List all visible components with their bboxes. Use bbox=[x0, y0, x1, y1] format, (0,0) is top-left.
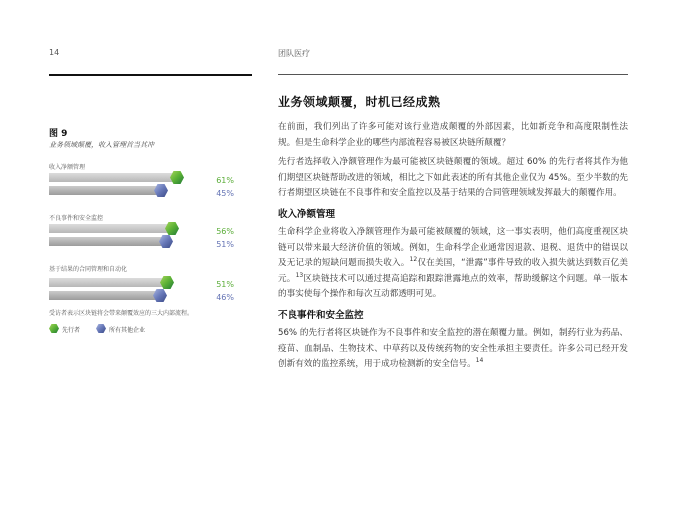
leader-percent: 51% bbox=[216, 280, 234, 289]
paragraph-text: 生命科学企业将收入净额管理作为最可能被颠覆的领域，这一事实表明，他们高度重视区块链可以带来最大经济价值的领域。例如，生命科学企业通常因退款、退税、退货中的错误以及无记录的短缺问题而损失收入。 bbox=[278, 227, 628, 268]
paragraph-text: 区块链技术可以通过提高追踪和跟踪泄露地点的效率，帮助缓解这个问题。单一版本的事实使每个操作和每次互动都透明可见。 bbox=[278, 273, 628, 299]
paragraph: 在前面，我们列出了许多可能对该行业造成颠覆的外部因素，比如新竞争和高度限制性法规。但是生命科学企业的哪些内部流程容易被区块链所颠覆？ bbox=[278, 122, 628, 148]
section-heading: 不良事件和安全监控 bbox=[278, 309, 364, 321]
paragraph-text: 仅在美国，“泄露”事件导致的收入损失就达到数百亿美元。 bbox=[278, 258, 628, 284]
article-body bbox=[278, 120, 628, 377]
paragraph-text: 56% 的先行者将区块链作为不良事件和安全监控的潜在颠覆力量。例如，制药行业为药品、疫苗、血制品、生物技术、中草药以及传统药物的安全性承担主要责任。许多公司已经开发创新有效的监控系统，用于成功检测新的安全信号。 bbox=[278, 328, 628, 369]
category-label: 收入净额管理 bbox=[49, 164, 86, 171]
figure-label: 图 9 bbox=[49, 129, 68, 139]
legend-leaders-hexagon-icon bbox=[49, 324, 59, 333]
page-number: 14 bbox=[49, 48, 60, 57]
paragraph bbox=[278, 225, 628, 303]
running-head: 团队医疗 bbox=[278, 49, 310, 58]
figure-note: 受访者表示区块链将会带来颠覆效应的三大内部流程。 bbox=[49, 310, 194, 317]
section-heading: 收入净额管理 bbox=[278, 208, 336, 220]
right-rule bbox=[278, 74, 628, 75]
leader-percent: 61% bbox=[216, 176, 234, 185]
paragraph: 先行者选择收入净额管理作为最可能被区块链颠覆的领域。超过 60% 的先行者将其作为他们期望区块链帮助改进的领域，相比之下如此表述的所有其他企业仅为 45%。至少半数的先行者期望区块链在不良事件和安全监控以及基于结果的合同管理领域发挥最大的颠覆作用。 bbox=[278, 157, 628, 198]
legend-others-label: 所有其他企业 bbox=[109, 327, 146, 334]
others-percent: 51% bbox=[216, 240, 234, 249]
footnote-ref[interactable]: 12 bbox=[409, 256, 418, 263]
others-percent: 45% bbox=[216, 189, 234, 198]
category-label: 不良事件和安全监控 bbox=[49, 215, 104, 222]
figure-caption: 业务领域颠覆，收入管理首当其冲 bbox=[49, 141, 154, 149]
footnote-ref[interactable]: 13 bbox=[295, 271, 304, 279]
others-bar bbox=[49, 237, 165, 246]
others-bar bbox=[49, 186, 160, 195]
footnote-ref[interactable]: 14 bbox=[475, 357, 484, 364]
leader-bar bbox=[49, 278, 166, 287]
article-title: 业务领域颠覆，时机已经成熟 bbox=[278, 95, 441, 109]
left-rule bbox=[49, 74, 252, 76]
paragraph bbox=[278, 326, 628, 373]
leader-percent: 56% bbox=[216, 227, 234, 236]
leader-bar bbox=[49, 224, 171, 233]
others-percent: 46% bbox=[216, 293, 234, 302]
legend-others-hexagon-icon bbox=[96, 324, 106, 333]
leader-bar bbox=[49, 173, 176, 182]
legend-leaders-label: 先行者 bbox=[62, 327, 81, 334]
category-label: 基于结果的合同管理和自动化 bbox=[49, 266, 128, 273]
others-bar bbox=[49, 291, 159, 300]
